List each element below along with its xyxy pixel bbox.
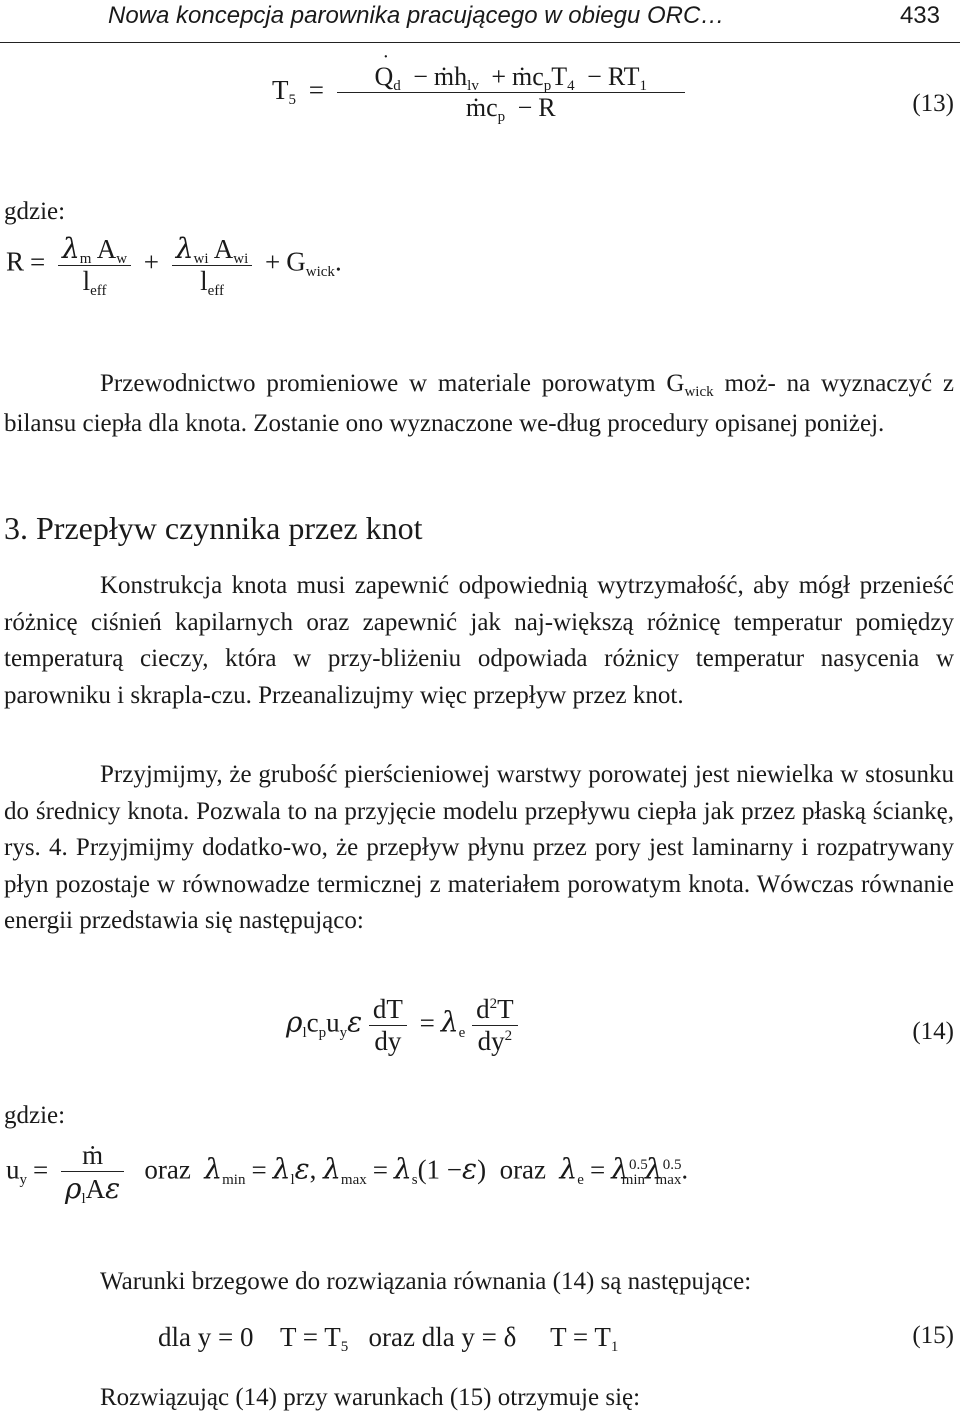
paragraph-1: Przewodnictwo promieniowe w materiale porowatym $G_{wick}$ moż- na wyznaczyć z bilansu ciepła dla knota. Zostanie ono wyznaczone we-dług procedury opisanej poniżej. xyxy=(4,370,954,437)
equation-13-number: (13) xyxy=(912,90,954,117)
eq14-fraction-1: $\frac{dT}{dy}$ xyxy=(369,994,407,1057)
where-label-1: gdzie: xyxy=(4,198,66,225)
section-heading: 3. Przepływ czynnika przez knot xyxy=(4,510,423,546)
equation-definitions: uy = $\frac{\text{ṁ}}{\text{ρlAε}}$ oraz λmin = λlε, λmax = λs(1 −ε) oraz $\lambda e = \lambda^{0.5}\min\lambda^{0.5}\max$. xyxy=(6,1140,689,1207)
uy-fraction: $\frac{\text{ṁ}}{\text{ρlAε}}$ xyxy=(61,1140,124,1205)
running-title: Nowa koncepcja parownika pracującego w obiegu ORC… xyxy=(108,2,725,29)
equation-13: T5 = Q · d − ṁhlv + ṁcpT4 − RT1 ṁcp − R xyxy=(272,62,685,123)
paragraph-3: Przyjmijmy, że grubość pierścieniowej warstwy porowatej jest niewielka w stosunku do średnicy knota. Pozwala to na przyjęcie modelu przepływu ciepła jak przez płaską ściankę, rys. 4. Przyjmijmy dodatko-wo, że przepływ płynu przez pory jest laminarny i rozpatrywany płyn pozostaje w równowadze termicznej z materiałem porowatym knota. Wówczas równanie energii przedstawia się następująco: xyxy=(4,761,954,934)
eq13-fraction: Q · d − ṁhlv + ṁcpT4 − RT1 ṁcp − R xyxy=(337,62,685,123)
equation-15: dla y = 0 T = T5 oraz dla y = δ T = T1 xyxy=(158,1322,619,1355)
eqR-fraction-1: $\frac{\text{λm Aw}}{\text{leff}}$ xyxy=(58,232,131,297)
paragraph-5: Rozwiązując (14) przy warunkach (15) otrzymuje się: xyxy=(100,1384,641,1411)
where-label-2: gdzie: xyxy=(4,1102,66,1129)
paragraph-2: Konstrukcja knota musi zapewnić odpowiednią wytrzymałość, aby mógł przenieść różnicę ciśnień kapilarnych oraz zapewnić jak naj-większą różnicę temperatur pomiędzy temperaturą cieczy, która w przy-bliżeniu odpowiada różnicy temperatur nasycenia w parowniku i skrapla-czu. Przeanalizujmy więc przepływ przez knot. xyxy=(4,572,954,709)
page-number: 433 xyxy=(899,2,940,29)
paragraph-4: Warunki brzegowe do rozwiązania równania (14) są następujące: xyxy=(100,1268,752,1295)
equation-R: R = $\frac{\text{λm Aw}}{\text{leff}}$ + $\frac{\text{λwi Awi}}{\text{leff}}$ + Gwick. xyxy=(6,232,342,299)
equation-14: ρlcpuyε $\frac{dT}{dy}$ = λe $\frac{d^2T}{dy^2}$ xyxy=(286,994,518,1057)
running-header xyxy=(0,0,960,43)
equation-15-number: (15) xyxy=(912,1322,954,1349)
eqR-fraction-2: $\frac{\text{λwi Awi}}{\text{leff}}$ xyxy=(172,232,253,297)
eq14-fraction-2: $\frac{d^2T}{dy^2}$ xyxy=(472,994,518,1057)
equation-14-number: (14) xyxy=(912,1018,954,1045)
eq13-lhs: T5 xyxy=(272,74,296,108)
